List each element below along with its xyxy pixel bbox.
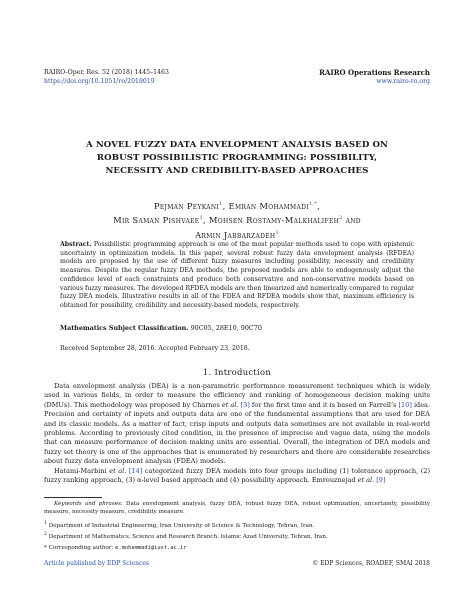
affiliation-marker[interactable]: 1 xyxy=(219,201,223,207)
affiliation-number: 2 xyxy=(44,531,47,537)
footnote-rule xyxy=(44,497,102,498)
keywords-label: Keywords and phrases: xyxy=(54,501,123,507)
affiliation-2 xyxy=(44,531,430,541)
affiliation-marker[interactable]: 2 xyxy=(339,215,343,222)
title-line-2: ROBUST POSSIBILISTIC PROGRAMMING: POSSIBILITY, xyxy=(96,153,378,163)
text-run: idea. Precision and certainty of inputs and outputs data are one of the fundamental assumptions that are used for DEA and its classic models. As a matter of fact, crisp inputs and outputs data sometimes are not available in real-world problems. According to previously cited condition, in the presence of imprecise and vague data, using the models that can measure performance of decision making units are essential. Overall, the integration of DEA models and fuzzy set theory is one of the approaches that is enumerated by researchers and there are considerable researches about fuzzy data envelopment analysis (FDEA) models. xyxy=(44,400,430,466)
affiliation-text: Department of Mathematics, Science and Research Branch, Islamic Azad University, Tehran, Iran. xyxy=(48,533,328,540)
title-line-3: NECESSITY AND CREDIBILITY-BASED APPROACHES xyxy=(105,166,369,176)
affiliation-marker[interactable]: 1,* xyxy=(308,201,318,207)
copyright: © EDP Sciences, ROADEF, SMAI 2018 xyxy=(312,560,430,567)
affiliation-text: Department of Industrial Engineering, Iran University of Science & Technology, Tehran, Iran. xyxy=(48,523,315,530)
author-name: Emran Mohammadi xyxy=(228,200,309,211)
citation-link[interactable]: [9] xyxy=(376,476,386,485)
author-list: Pejman Peykani$^1$, Emran Mohammadi$^{1,*}$, Mir Saman Pishvaee$^1$, Mohsen Rostamy-Malkhalifeh$^2$ and Armin Jabbarzadeh$^1$ xyxy=(113,200,361,240)
text-run: et al. xyxy=(357,476,375,485)
author-name: Pejman Peykani xyxy=(153,200,220,211)
author-name: Mir Saman Pishvaee xyxy=(113,215,200,226)
journal-url-link[interactable]: www.rairo-ro.org xyxy=(376,78,430,85)
keywords-text: Data envelopment analysis, fuzzy DEA, robust fuzzy DEA, robust optimization, uncertainty, possibility measure, necessity measure, credibility measure. xyxy=(44,501,431,515)
text-run: Hatami-Marbini xyxy=(54,466,110,475)
body-text xyxy=(44,382,430,485)
citation-link[interactable]: [3] xyxy=(240,400,250,409)
text-run: for the first time and it is based on Farrell’s xyxy=(249,400,399,409)
text-run: et al. xyxy=(109,466,127,475)
corresponding-author xyxy=(44,545,430,553)
journal-reference: RAIRO-Oper. Res. 52 (2018) 1445–1463 xyxy=(44,69,169,76)
paragraph xyxy=(44,467,430,486)
affiliation-marker[interactable]: 1 xyxy=(275,229,279,236)
text-run: categorized fuzzy DEA models into four groups including (1) tolerance approach, (2) fuzzy ranking approach, (3) α-level based approach and (4) possibility approach. Emrouznejad xyxy=(44,466,430,485)
abstract xyxy=(60,241,414,311)
citation-link[interactable]: [10] xyxy=(398,400,412,409)
paragraph xyxy=(44,382,430,467)
abstract-text: Possibilistic programming approach is one of the most popular methods used to cope with epistemic uncertainty in optimization models. In this paper, several robust fuzzy data envelopment analysis (RFDEA) models are proposed by the use of different fuzzy measures including possibility, necessity and credibility measures. Despite the regular fuzzy DEA methods, the proposed models are able to endogenously adjust the confidence level of each constraints and produce both conservative and non-conservative models based on various fuzzy measures. The developed RFDEA models are then linearized and numerically compared to regular fuzzy DEA models. Illustrative results in all of the FDEA and RFDEA models show that, maximum efficiency is obtained for possibility, credibility and necessity-based models, respectively. xyxy=(60,241,414,309)
publisher-link[interactable]: Article published by EDP Sciences xyxy=(44,560,149,567)
msc-label: Mathematics Subject Classification. xyxy=(60,324,189,332)
footnotes xyxy=(44,501,430,553)
text-run: Data envelopment analysis (DEA) is a non-parametric performance measurement techniques which is widely used in various fields, in order to measure the efficiency and ranking of homogeneous decision making units (DMUs). This methodology was proposed by Charnes xyxy=(44,382,430,409)
header-left xyxy=(44,68,169,86)
msc-codes: 90C05, 28E10, 90C70 xyxy=(190,324,262,332)
received-dates: Received September 28, 2016. Accepted February 23, 2018. xyxy=(60,345,250,352)
affiliation-marker[interactable]: 1 xyxy=(199,215,203,222)
email-link[interactable]: e.mohammadi@iust.ac.ir xyxy=(115,545,187,552)
title-line-1: A NOVEL FUZZY DATA ENVELOPMENT ANALYSIS BASED ON xyxy=(85,140,389,150)
paper-title xyxy=(50,139,424,178)
keywords xyxy=(44,501,430,516)
subject-classification xyxy=(60,324,414,333)
affiliation-number: 1 xyxy=(44,521,47,527)
corresponding-label: * Corresponding author: xyxy=(44,545,114,552)
text-run: et al. xyxy=(221,400,239,409)
header-right xyxy=(319,68,430,86)
author-conjunction: and xyxy=(345,215,361,226)
doi-link[interactable]: https://doi.org/10.1051/ro/2018019 xyxy=(44,78,155,85)
section-heading: 1. Introduction xyxy=(202,367,272,377)
author-name: Mohsen Rostamy-Malkhalifeh xyxy=(208,215,340,226)
author-name: Armin Jabbarzadeh xyxy=(195,229,276,240)
citation-link[interactable]: [14] xyxy=(128,466,143,475)
abstract-label: Abstract. xyxy=(60,241,92,248)
affiliation-1 xyxy=(44,520,430,530)
journal-name: RAIRO Operations Research xyxy=(319,68,430,77)
